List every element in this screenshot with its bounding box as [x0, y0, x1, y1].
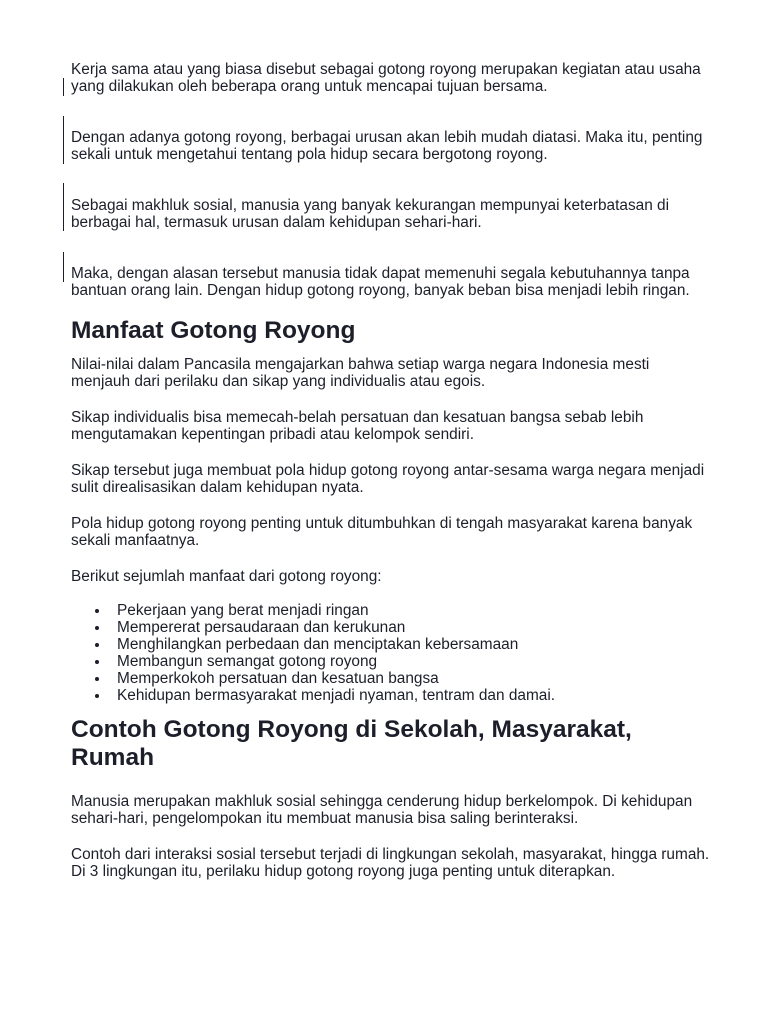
section-heading: Manfaat Gotong Royong	[71, 317, 356, 344]
body-paragraph: Berikut sejumlah manfaat dari gotong royong:	[71, 568, 382, 585]
body-paragraph: Contoh dari interaksi sosial tersebut terjadi di lingkungan sekolah, masyarakat, hingga rumah. Di 3 lingkungan itu, perilaku hidup gotong royong juga penting untuk diterapkan.	[71, 846, 710, 880]
intro-paragraph: Dengan adanya gotong royong, berbagai urusan akan lebih mudah diatasi. Maka itu, penting sekali untuk mengetahui tentang pola hidup secara bergotong royong.	[71, 129, 703, 163]
intro-paragraph: Sebagai makhluk sosial, manusia yang banyak kekurangan mempunyai keterbatasan di berbagai hal, termasuk urusan dalam kehidupan sehari-hari.	[71, 197, 670, 231]
list-item: Menghilangkan perbedaan dan menciptakan kebersamaan	[117, 636, 711, 653]
list-item: Memperkokoh persatuan dan kesatuan bangsa	[117, 670, 711, 687]
text-cursor-marker	[63, 116, 64, 164]
list-item: Membangun semangat gotong royong	[117, 653, 711, 670]
intro-paragraph: Maka, dengan alasan tersebut manusia tidak dapat memenuhi segala kebutuhannya tanpa bantuan orang lain. Dengan hidup gotong royong, banyak beban bisa menjadi lebih ringan.	[71, 265, 690, 299]
intro-section	[71, 61, 711, 299]
body-paragraph: Manusia merupakan makhluk sosial sehingga cenderung hidup berkelompok. Di kehidupan sehari-hari, pengelompokan itu membuat manusia bisa saling berinteraksi.	[71, 793, 693, 827]
body-paragraph: Nilai-nilai dalam Pancasila mengajarkan bahwa setiap warga negara Indonesia mesti menjauh dari perilaku dan sikap yang individualis atau egois.	[71, 356, 650, 390]
body-paragraph: Sikap individualis bisa memecah-belah persatuan dan kesatuan bangsa sebab lebih mengutamakan kepentingan pribadi atau kelompok sendiri.	[71, 409, 644, 443]
manfaat-section	[71, 317, 711, 704]
text-cursor-marker	[63, 183, 64, 231]
list-item: Kehidupan bermasyarakat menjadi nyaman, tentram dan damai.	[117, 687, 711, 704]
section-heading: Contoh Gotong Royong di Sekolah, Masyarakat, Rumah	[71, 716, 632, 771]
text-cursor-marker	[63, 252, 64, 282]
text-cursor-marker	[63, 78, 64, 96]
intro-paragraph: Kerja sama atau yang biasa disebut sebagai gotong royong merupakan kegiatan atau usaha yang dilakukan oleh beberapa orang untuk mencapai tujuan bersama.	[71, 61, 701, 95]
list-item: Mempererat persaudaraan dan kerukunan	[117, 619, 711, 636]
body-paragraph: Sikap tersebut juga membuat pola hidup gotong royong antar-sesama warga negara menjadi sulit direalisasikan dalam kehidupan nyata.	[71, 462, 705, 496]
body-paragraph: Pola hidup gotong royong penting untuk ditumbuhkan di tengah masyarakat karena banyak sekali manfaatnya.	[71, 515, 693, 549]
benefits-list	[71, 602, 711, 704]
document-page	[71, 61, 711, 899]
contoh-section	[71, 716, 711, 880]
list-item: Pekerjaan yang berat menjadi ringan	[117, 602, 711, 619]
